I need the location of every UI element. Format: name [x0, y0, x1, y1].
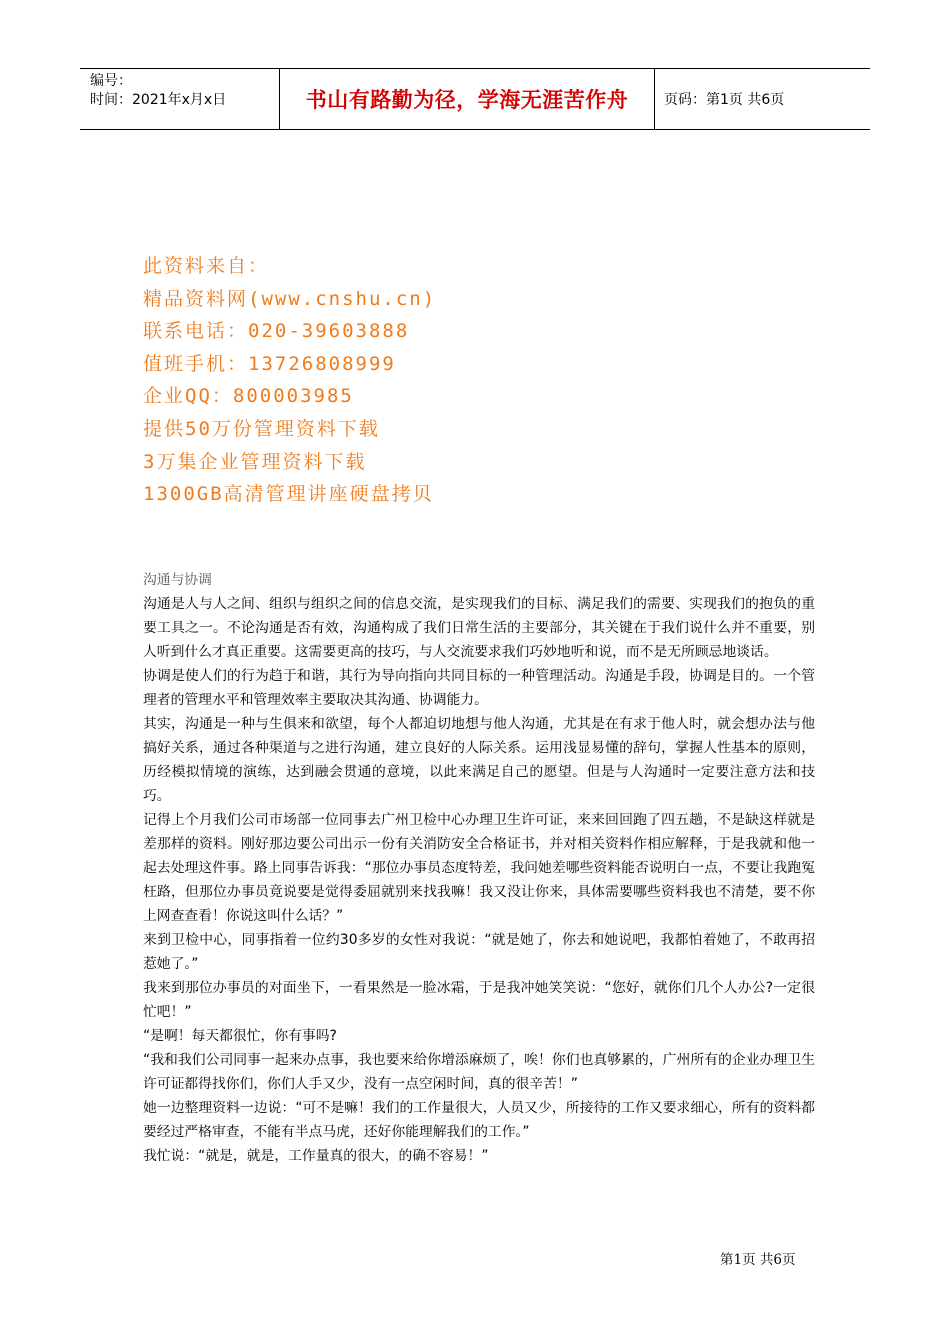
article-paragraph: 来到卫检中心，同事指着一位约30多岁的女性对我说：“就是她了，你去和她说吧，我都怕着她了，不敢再招惹她了。” — [143, 932, 815, 972]
article-paragraph: 其实，沟通是一种与生俱来和欲望，每个人都迫切地想与他人沟通，尤其是在有求于他人时，就会想办法与他搞好关系，通过各种渠道与之进行沟通，建立良好的人际关系。运用浅显易懂的辞句，掌握人性基本的原则，历经模拟情境的演练，达到融会贯通的意境，以此来满足自己的愿望。但是与人沟通时一定要注意方法和技巧。 — [143, 716, 815, 804]
article-paragraph: “是啊！每天都很忙，你有事吗? — [143, 1028, 337, 1044]
promo-block — [143, 250, 436, 511]
header-motto: 书山有路勤为径，学海无涯苦作舟 — [280, 69, 655, 129]
article-title: 沟通与协调 — [143, 572, 212, 588]
promo-line: 1300GB高清管理讲座硬盘拷贝 — [143, 483, 434, 506]
article-body — [143, 568, 815, 1168]
number-label: 编号： — [90, 73, 132, 89]
promo-line: 此资料来自： — [143, 255, 270, 277]
promo-line: 提供50万份管理资料下载 — [143, 417, 380, 440]
promo-line: 值班手机：13726808999 — [143, 352, 396, 375]
article-paragraph: 她一边整理资料一边说：“可不是嘛！我们的工作量很大，人员又少，所接待的工作又要求细心，所有的资料都要经过严格审查，不能有半点马虎，还好你能理解我们的工作。” — [143, 1100, 815, 1140]
promo-line: 精品资料网(www.cnshu.cn) — [143, 287, 437, 310]
promo-line: 企业QQ：800003985 — [143, 385, 354, 408]
promo-line: 3万集企业管理资料下载 — [143, 450, 367, 473]
article-paragraph: 协调是使人们的行为趋于和谐，其行为导向指向共同目标的一种管理活动。沟通是手段，协调是目的。一个管理者的管理水平和管理效率主要取决其沟通、协调能力。 — [143, 668, 815, 708]
article-paragraph: 我来到那位办事员的对面坐下，一看果然是一脸冰霜，于是我冲她笑笑说：“您好，就你们几个人办公?一定很忙吧！” — [143, 980, 815, 1020]
document-header — [80, 68, 870, 130]
article-paragraph: 记得上个月我们公司市场部一位同事去广州卫检中心办理卫生许可证，来来回回跑了四五趟，不是缺这样就是差那样的资料。刚好那边要公司出示一份有关消防安全合格证书，并对相关资料作相应解释，于是我就和他一起去处理这件事。路上同事告诉我：“那位办事员态度特差，我问她差哪些资料能否说明白一点，不要让我跑冤枉路，但那位办事员竟说要是觉得委屈就别来找我嘛！我又没让你来，具体需要哪些资料我也不清楚，要不你上网查查看！你说这叫什么话？” — [143, 812, 815, 924]
time-label: 时间：2021年x月x日 — [90, 92, 227, 108]
promo-line: 联系电话：020-39603888 — [143, 320, 410, 343]
article-paragraph: “我和我们公司同事一起来办点事，我也要来给你增添麻烦了，唉！你们也真够累的，广州所有的企业办理卫生许可证都得找你们，你们人手又少，没有一点空闲时间，真的很辛苦！” — [143, 1052, 815, 1092]
page-footer: 第1页 共6页 — [720, 1252, 796, 1268]
header-page-info: 页码：第1页 共6页 — [664, 92, 785, 108]
article-paragraph: 我忙说：“就是，就是，工作量真的很大，的确不容易！” — [143, 1148, 489, 1164]
header-meta — [80, 69, 280, 129]
article-paragraph: 沟通是人与人之间、组织与组织之间的信息交流，是实现我们的目标、满足我们的需要、实现我们的抱负的重要工具之一。不论沟通是否有效，沟通构成了我们日常生活的主要部分，其关键在于我们说什么并不重要，别人听到什么才真正重要。这需要更高的技巧，与人交流要求我们巧妙地听和说，而不是无所顾忌地谈话。 — [143, 596, 815, 660]
